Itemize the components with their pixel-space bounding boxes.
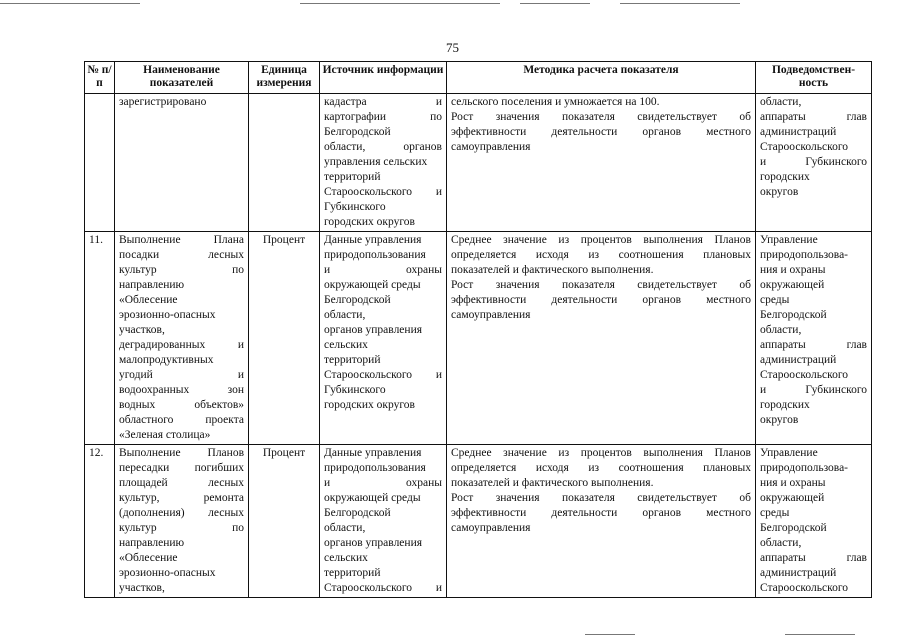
cell-text-line: деградированных и xyxy=(119,339,244,351)
cell-text-line: Белгородской xyxy=(760,309,827,321)
cell-text-line: администраций xyxy=(760,126,837,138)
cell-text-line: направлению xyxy=(119,537,185,549)
cell-text-line: области, xyxy=(760,96,802,108)
cell-text-line: Среднее значение из процентов выполнения Планов xyxy=(451,447,751,459)
cell-text-line: самоуправления xyxy=(451,309,531,321)
header-source: Источник информации xyxy=(320,62,447,94)
cell-text-line: показателей и фактического выполнения. xyxy=(451,264,654,276)
row-number xyxy=(85,94,115,232)
cell-text-line: кадастра и xyxy=(324,96,442,108)
source-cell xyxy=(320,445,447,598)
cell-text-line: пересадки погибших xyxy=(119,462,244,474)
method-cell xyxy=(447,232,756,445)
cell-text-line: Рост значения показателя свидетельствует об xyxy=(451,492,751,504)
scan-artifact-line xyxy=(300,3,500,4)
cell-text-line: эффективности деятельности органов местного xyxy=(451,507,751,519)
cell-text-line: культур по xyxy=(119,264,244,276)
cell-text-line: ния и охраны xyxy=(760,477,826,489)
cell-text-line: аппараты глав xyxy=(760,339,867,351)
cell-text-line: органов управления xyxy=(324,537,423,549)
page-number: 75 xyxy=(446,40,459,55)
cell-text-line: Белгородской xyxy=(324,126,391,138)
cell-text-line: Старооскольского и xyxy=(324,186,442,198)
cell-text-line: администраций xyxy=(760,354,837,366)
subordination-cell xyxy=(756,232,872,445)
table-row xyxy=(85,94,872,232)
cell-text-line: округов xyxy=(760,186,799,198)
cell-text-line: Старооскольского и xyxy=(324,369,442,381)
subordination-cell xyxy=(756,445,872,598)
cell-text-line: Рост значения показателя свидетельствует об xyxy=(451,279,751,291)
cell-text-line: картографии по xyxy=(324,111,442,123)
cell-text-line: площадей лесных xyxy=(119,477,244,489)
cell-text-line: природопользова- xyxy=(760,462,849,474)
cell-text-line: и охраны xyxy=(324,264,442,276)
cell-text-line: сельского поселения и умножается на 100. xyxy=(451,96,660,108)
cell-text-line: участков, xyxy=(119,324,165,336)
scan-artifact-line xyxy=(520,3,590,4)
cell-text-line: определяется исходя из соотношения плановых xyxy=(451,462,751,474)
header-method: Методика расчета показателя xyxy=(447,62,756,94)
subordination-cell xyxy=(756,94,872,232)
cell-text-line: области, xyxy=(760,537,802,549)
cell-text-line: округов xyxy=(760,414,799,426)
cell-text-line: угодий и xyxy=(119,369,244,381)
scan-artifact-line xyxy=(785,634,855,635)
cell-text-line: природопользова- xyxy=(760,249,849,261)
cell-text-line: участков, xyxy=(119,582,165,594)
scan-artifact-line xyxy=(0,3,140,4)
cell-text-line: области, органов xyxy=(324,141,442,153)
cell-text-line: территорий xyxy=(324,171,381,183)
cell-text-line: территорий xyxy=(324,354,381,366)
cell-text-line: «Зеленая столица» xyxy=(119,429,211,441)
cell-text-line: эффективности деятельности органов местного xyxy=(451,294,751,306)
cell-text-line: посадки лесных xyxy=(119,249,244,261)
cell-text-line: управления сельских xyxy=(324,156,428,168)
cell-text-line: городских xyxy=(760,399,810,411)
cell-text-line: Данные управления xyxy=(324,234,422,246)
cell-text-line: Рост значения показателя свидетельствует об xyxy=(451,111,751,123)
scan-artifact-line xyxy=(620,3,740,4)
table-header-row xyxy=(85,62,872,94)
cell-text-line: областного проекта xyxy=(119,414,244,426)
cell-text-line: и охраны xyxy=(324,477,442,489)
cell-text-line: определяется исходя из соотношения плановых xyxy=(451,249,751,261)
cell-text-line: Губкинского xyxy=(324,384,386,396)
method-cell xyxy=(447,445,756,598)
cell-text-line: области, xyxy=(324,309,366,321)
cell-text-line: территорий xyxy=(324,567,381,579)
header-indicator-name: Наименование показателей xyxy=(115,62,249,94)
cell-text-line: аппараты глав xyxy=(760,111,867,123)
cell-text-line: эрозионно-опасных xyxy=(119,309,216,321)
cell-text-line: природопользования xyxy=(324,462,426,474)
cell-text-line: и Губкинского xyxy=(760,156,867,168)
cell-text-line: органов управления xyxy=(324,324,423,336)
cell-text-line: направлению xyxy=(119,279,185,291)
cell-text-line: и Губкинского xyxy=(760,384,867,396)
row-number: 12. xyxy=(85,445,115,598)
table-row xyxy=(85,232,872,445)
cell-text-line: среды xyxy=(760,294,790,306)
cell-text-line: администраций xyxy=(760,567,837,579)
cell-text-line: Белгородской xyxy=(760,522,827,534)
indicator-name-cell xyxy=(115,94,249,232)
cell-text-line: эффективности деятельности органов местного xyxy=(451,126,751,138)
cell-text-line: «Облесение xyxy=(119,552,178,564)
cell-text-line: Старооскольского xyxy=(760,369,849,381)
indicator-name-cell xyxy=(115,232,249,445)
row-number: 11. xyxy=(85,232,115,445)
cell-text-line: природопользования xyxy=(324,249,426,261)
header-subordination: Подведомствен-ность xyxy=(756,62,872,94)
method-cell xyxy=(447,94,756,232)
cell-text-line: (дополнения) лесных xyxy=(119,507,244,519)
cell-text-line: окружающей среды xyxy=(324,492,421,504)
cell-text-line: ния и охраны xyxy=(760,264,826,276)
unit-cell: Процент xyxy=(249,445,320,598)
table-row xyxy=(85,445,872,598)
cell-text-line: показателей и фактического выполнения. xyxy=(451,477,654,489)
cell-text-line: окружающей xyxy=(760,279,825,291)
cell-text-line: Старооскольского и xyxy=(324,582,442,594)
cell-text-line: городских xyxy=(760,171,810,183)
cell-text-line: Данные управления xyxy=(324,447,422,459)
cell-text-line: Управление xyxy=(760,234,818,246)
cell-text-line: городских округов xyxy=(324,399,415,411)
cell-text-line: Старооскольского xyxy=(760,582,849,594)
cell-text-line: окружающей xyxy=(760,492,825,504)
indicator-table xyxy=(84,61,872,598)
cell-text-line: культур, ремонта xyxy=(119,492,244,504)
cell-text-line: Белгородской xyxy=(324,294,391,306)
header-unit: Единица измерения xyxy=(249,62,320,94)
cell-text-line: водных объектов» xyxy=(119,399,244,411)
source-cell xyxy=(320,94,447,232)
indicator-name-cell xyxy=(115,445,249,598)
cell-text-line: Выполнение Планов xyxy=(119,447,244,459)
cell-text-line: области, xyxy=(760,324,802,336)
cell-text-line: Выполнение Плана xyxy=(119,234,244,246)
cell-text-line: малопродуктивных xyxy=(119,354,214,366)
unit-cell: Процент xyxy=(249,232,320,445)
cell-text-line: городских округов xyxy=(324,216,415,228)
cell-text-line: Белгородской xyxy=(324,507,391,519)
cell-text-line: «Облесение xyxy=(119,294,178,306)
cell-text-line: Среднее значение из процентов выполнения Планов xyxy=(451,234,751,246)
cell-text-line: самоуправления xyxy=(451,522,531,534)
source-cell xyxy=(320,232,447,445)
cell-text-line: аппараты глав xyxy=(760,552,867,564)
cell-text-line: эрозионно-опасных xyxy=(119,567,216,579)
cell-text-line: сельских xyxy=(324,339,368,351)
cell-text-line: водоохранных зон xyxy=(119,384,244,396)
cell-text-line: Губкинского xyxy=(324,201,386,213)
cell-text-line: области, xyxy=(324,522,366,534)
scan-artifact-line xyxy=(585,634,635,635)
cell-text-line: самоуправления xyxy=(451,141,531,153)
header-number: № п/п xyxy=(85,62,115,94)
cell-text-line: сельских xyxy=(324,552,368,564)
cell-text-line: окружающей среды xyxy=(324,279,421,291)
unit-cell xyxy=(249,94,320,232)
cell-text-line: культур по xyxy=(119,522,244,534)
cell-text-line: Старооскольского xyxy=(760,141,849,153)
cell-text-line: зарегистрировано xyxy=(119,96,207,108)
cell-text-line: среды xyxy=(760,507,790,519)
cell-text-line: Управление xyxy=(760,447,818,459)
